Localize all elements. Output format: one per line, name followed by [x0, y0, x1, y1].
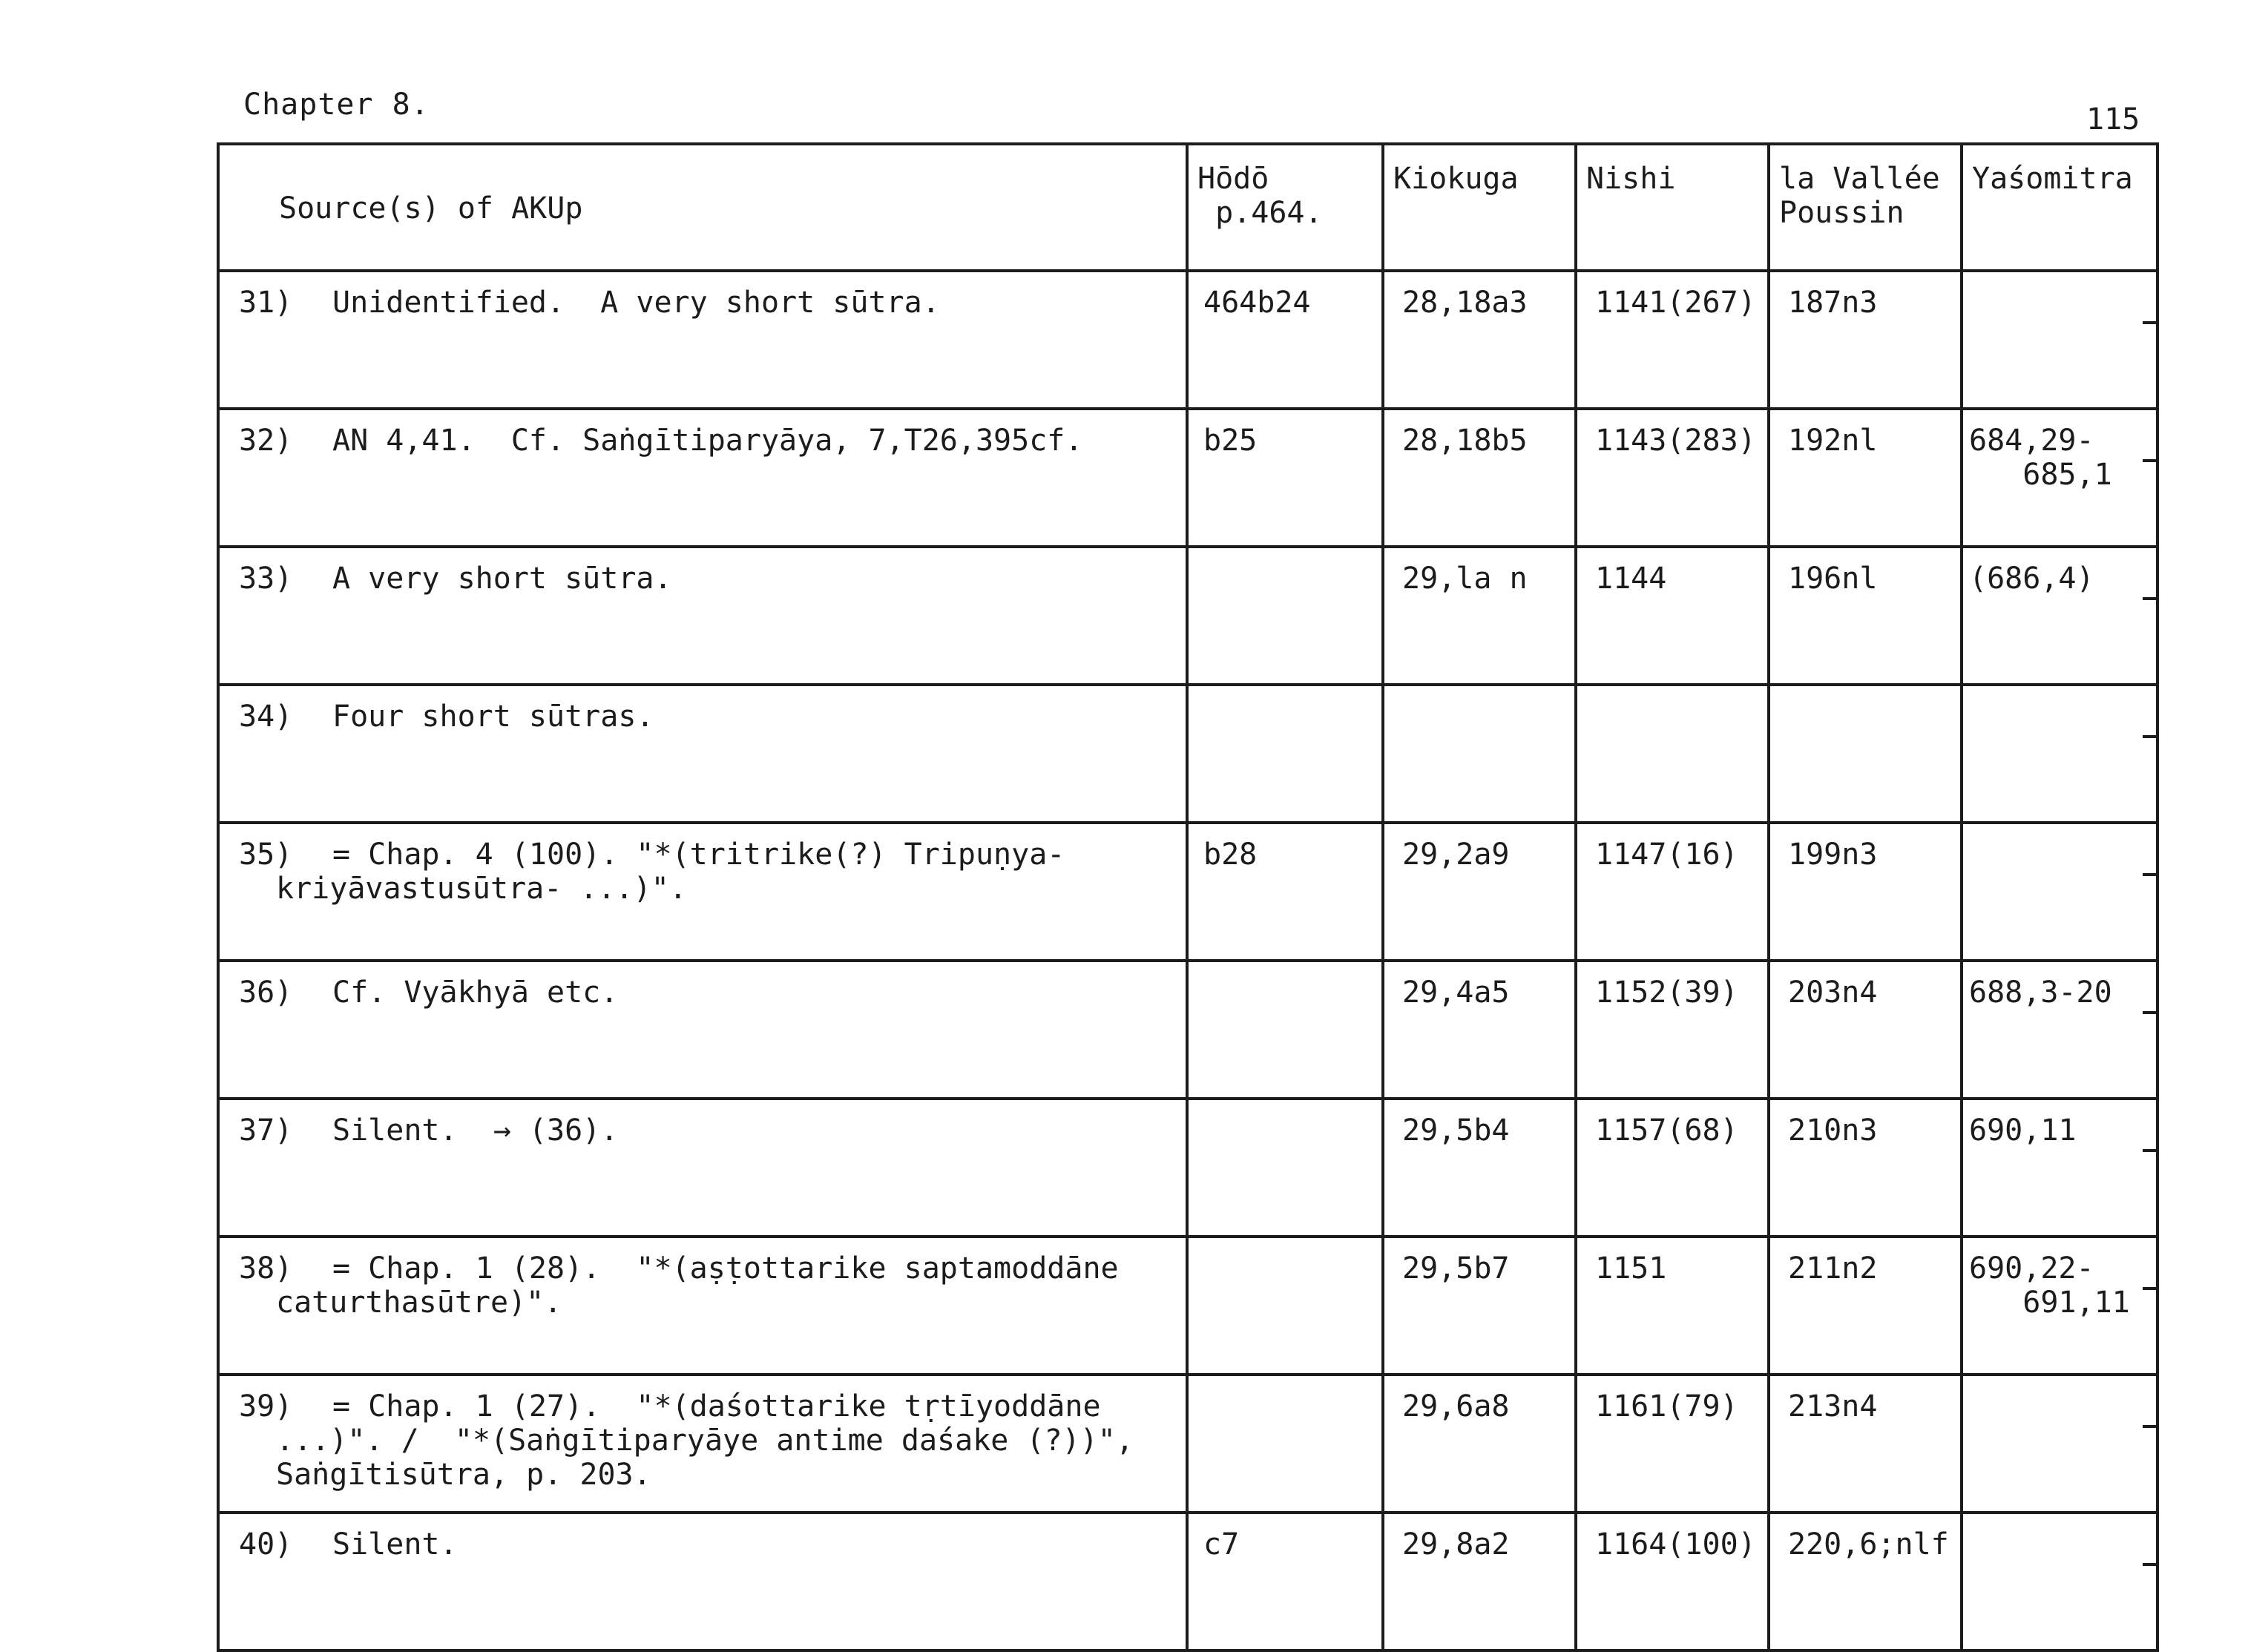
table-row	[218, 823, 2157, 961]
source-cell	[218, 409, 1187, 547]
table-row	[218, 547, 2157, 685]
la-vallee-poussin-cell: 187n3	[1769, 271, 1962, 409]
table-row	[218, 1237, 2157, 1375]
la-vallee-poussin-cell: 192nl	[1769, 409, 1962, 547]
source-cell	[218, 1099, 1187, 1237]
la-vallee-poussin-cell: 220,6;nlf	[1769, 1513, 1962, 1651]
source-text-line: = Chap. 4 (100). "*(tritrike(?) Tripuṇya-	[332, 837, 1065, 872]
nishi-cell	[1576, 685, 1769, 823]
column-header-nishi: Nishi	[1576, 144, 1769, 271]
hodo-cell: c7	[1187, 1513, 1383, 1651]
table-header-row	[218, 144, 2157, 271]
kiokuga-cell: 28,18a3	[1383, 271, 1576, 409]
la-vallee-poussin-cell	[1769, 685, 1962, 823]
yasomitra-cell	[1962, 1513, 2157, 1651]
source-text-line: ...)". / "*(Saṅgītiparyāye antime daśake (?))",	[276, 1424, 1134, 1458]
source-cell	[218, 823, 1187, 961]
row-margin-tick	[2143, 873, 2157, 876]
row-margin-tick	[2143, 1287, 2157, 1290]
table-row	[218, 271, 2157, 409]
row-margin-tick	[2143, 735, 2157, 738]
entry-number: 35)	[239, 837, 293, 872]
hodo-cell	[1187, 685, 1383, 823]
la-vallee-poussin-cell: 199n3	[1769, 823, 1962, 961]
entry-number: 36)	[239, 975, 293, 1010]
kiokuga-cell: 29,5b7	[1383, 1237, 1576, 1375]
row-margin-tick	[2143, 597, 2157, 600]
yasomitra-cell: 688,3-20	[1962, 961, 2157, 1099]
source-cell	[218, 685, 1187, 823]
hodo-cell	[1187, 547, 1383, 685]
source-text-line: Silent.	[332, 1527, 458, 1561]
hodo-cell	[1187, 1099, 1383, 1237]
source-text-line: = Chap. 1 (28). "*(aṣṭottarike saptamoddāne	[332, 1251, 1119, 1286]
table-body	[218, 271, 2157, 1651]
source-text-line: A very short sūtra.	[332, 562, 672, 596]
entry-number: 34)	[239, 700, 293, 734]
yasomitra-cell	[1962, 685, 2157, 823]
entry-number: 33)	[239, 562, 293, 596]
table-row	[218, 685, 2157, 823]
row-margin-tick	[2143, 1425, 2157, 1428]
yasomitra-cell: (686,4)	[1962, 547, 2157, 685]
kiokuga-cell	[1383, 685, 1576, 823]
concordance-table	[217, 142, 2159, 1652]
source-cell	[218, 961, 1187, 1099]
entry-number: 38)	[239, 1251, 293, 1286]
nishi-cell: 1152(39)	[1576, 961, 1769, 1099]
source-cell	[218, 1513, 1187, 1651]
la-vallee-poussin-cell: 196nl	[1769, 547, 1962, 685]
yasomitra-cell	[1962, 271, 2157, 409]
source-text-line: kriyāvastusūtra- ...)".	[276, 872, 687, 906]
yasomitra-cell	[1962, 1375, 2157, 1513]
row-margin-tick	[2143, 321, 2157, 324]
kiokuga-cell: 29,4a5	[1383, 961, 1576, 1099]
nishi-cell: 1161(79)	[1576, 1375, 1769, 1513]
la-vallee-poussin-cell: 213n4	[1769, 1375, 1962, 1513]
nishi-cell: 1143(283)	[1576, 409, 1769, 547]
entry-number: 37)	[239, 1113, 293, 1148]
column-header-la-vallee-poussin: la Vallée Poussin	[1769, 144, 1962, 271]
nishi-cell: 1157(68)	[1576, 1099, 1769, 1237]
source-text-line: AN 4,41. Cf. Saṅgītiparyāya, 7,T26,395cf.	[332, 424, 1083, 458]
hodo-cell	[1187, 961, 1383, 1099]
table-row	[218, 409, 2157, 547]
entry-number: 39)	[239, 1389, 293, 1424]
kiokuga-cell: 29,5b4	[1383, 1099, 1576, 1237]
table-row	[218, 1513, 2157, 1651]
column-header-source: Source(s) of AKUp	[218, 144, 1187, 271]
nishi-cell: 1141(267)	[1576, 271, 1769, 409]
source-text-line: Cf. Vyākhyā etc.	[332, 975, 619, 1010]
entry-number: 31)	[239, 286, 293, 320]
nishi-cell: 1147(16)	[1576, 823, 1769, 961]
table-row	[218, 961, 2157, 1099]
entry-number: 40)	[239, 1527, 293, 1561]
source-cell	[218, 1237, 1187, 1375]
la-vallee-poussin-cell: 211n2	[1769, 1237, 1962, 1375]
yasomitra-cell: 690,22- 691,11	[1962, 1237, 2157, 1375]
row-margin-tick	[2143, 1149, 2157, 1152]
column-header-yasomitra: Yaśomitra	[1962, 144, 2157, 271]
kiokuga-cell: 29,la n	[1383, 547, 1576, 685]
kiokuga-cell: 29,2a9	[1383, 823, 1576, 961]
page-number: 115	[2086, 102, 2140, 136]
source-text-line: caturthasūtre)".	[276, 1286, 562, 1320]
entry-number: 32)	[239, 424, 293, 458]
table-row	[218, 1099, 2157, 1237]
column-header-hodo: Hōdō p.464.	[1187, 144, 1383, 271]
kiokuga-cell: 28,18b5	[1383, 409, 1576, 547]
hodo-cell: b28	[1187, 823, 1383, 961]
la-vallee-poussin-cell: 203n4	[1769, 961, 1962, 1099]
hodo-cell: b25	[1187, 409, 1383, 547]
chapter-heading: Chapter 8.	[243, 88, 430, 122]
kiokuga-cell: 29,8a2	[1383, 1513, 1576, 1651]
table-row	[218, 1375, 2157, 1513]
yasomitra-cell	[1962, 823, 2157, 961]
nishi-cell: 1144	[1576, 547, 1769, 685]
source-text-line: = Chap. 1 (27). "*(daśottarike tṛtīyoddāne	[332, 1389, 1101, 1424]
source-cell	[218, 271, 1187, 409]
hodo-cell: 464b24	[1187, 271, 1383, 409]
la-vallee-poussin-cell: 210n3	[1769, 1099, 1962, 1237]
source-text-line: Four short sūtras.	[332, 700, 654, 734]
nishi-cell: 1151	[1576, 1237, 1769, 1375]
source-text-line: Silent. → (36).	[332, 1113, 619, 1148]
source-cell	[218, 547, 1187, 685]
source-cell	[218, 1375, 1187, 1513]
yasomitra-cell: 684,29- 685,1	[1962, 409, 2157, 547]
column-header-kiokuga: Kiokuga	[1383, 144, 1576, 271]
row-margin-tick	[2143, 459, 2157, 462]
kiokuga-cell: 29,6a8	[1383, 1375, 1576, 1513]
source-text-line: Unidentified. A very short sūtra.	[332, 286, 940, 320]
nishi-cell: 1164(100)	[1576, 1513, 1769, 1651]
yasomitra-cell: 690,11	[1962, 1099, 2157, 1237]
row-margin-tick	[2143, 1563, 2157, 1566]
row-margin-tick	[2143, 1011, 2157, 1014]
hodo-cell	[1187, 1237, 1383, 1375]
source-text-line: Saṅgītisūtra, p. 203.	[276, 1458, 651, 1492]
hodo-cell	[1187, 1375, 1383, 1513]
